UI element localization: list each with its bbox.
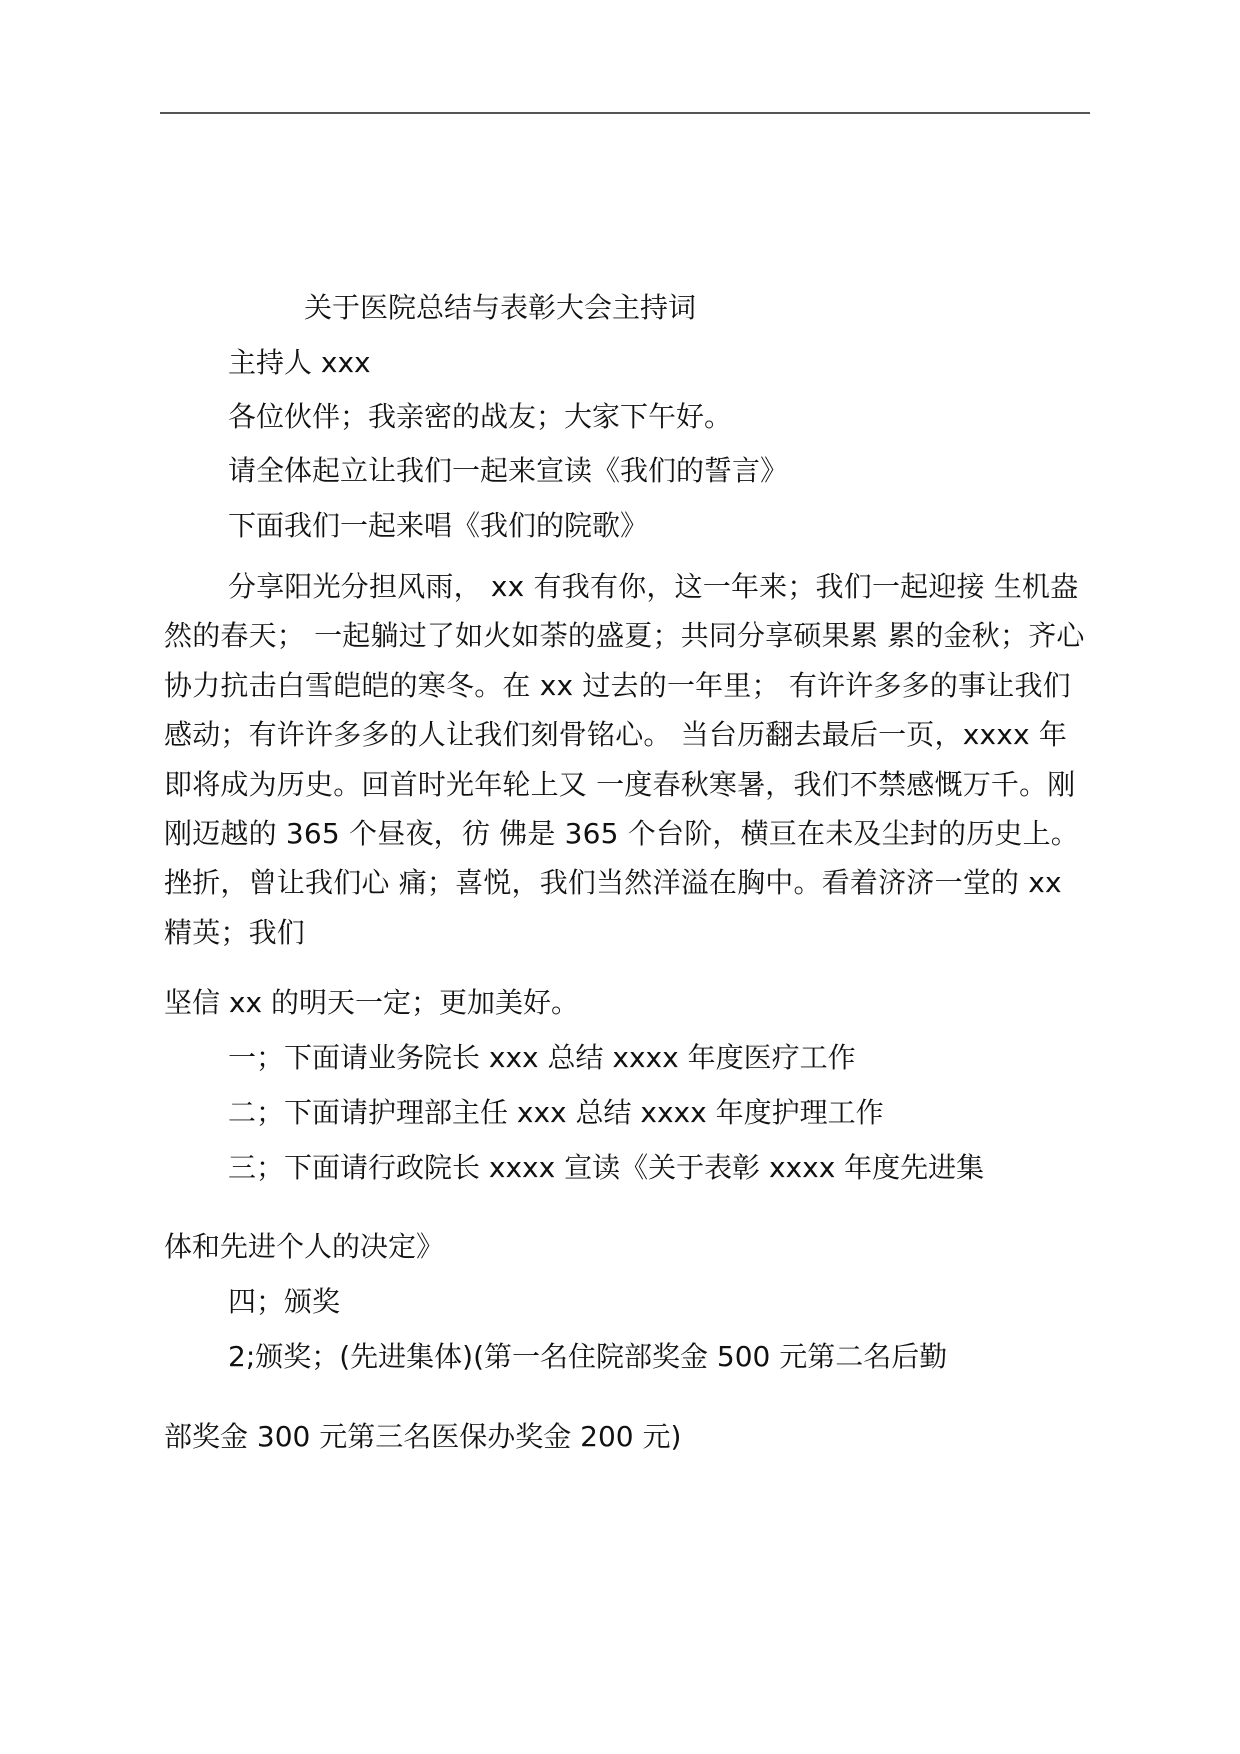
oath-line: 请全体起立让我们一起来宣读《我们的誓言》: [228, 454, 789, 487]
agenda-item-four: 四；颁奖: [228, 1285, 341, 1318]
main-paragraph: 分享阳光分担风雨， xx 有我有你，这一年来；我们一起迎接 生机盎然的春天； 一起躺过了如火如荼的盛夏；共同分享硕果累 累的金秋；齐心协力抗击白雪皑皑的寒冬。在 xx 过去的一年里； 有许许多多的事让我们感动；有许许多多的人让我们刻骨铭心。 当台历翻去最后一页，xxxx 年即将成为历史。回首时光年轮上又 一度春秋寒暑，我们不禁感慨万千。刚刚迈越的 365 个昼夜，彷 佛是 365 个台阶，横亘在未及尘封的历史上。挫折，曾让我们心 痛；喜悦，我们当然洋溢在胸中。看着济济一堂的 xx 精英；我们: [164, 570, 1085, 949]
agenda-item-three-continued: 体和先进个人的决定》: [164, 1230, 445, 1263]
belief-line: 坚信 xx 的明天一定；更加美好。: [164, 986, 579, 1019]
header-rule: [160, 112, 1090, 114]
greeting-line: 各位伙伴；我亲密的战友；大家下午好。: [228, 400, 733, 433]
award-line: 2;颁奖；(先进集体)(第一名住院部奖金 500 元第二名后勤: [228, 1340, 948, 1373]
agenda-item-two: 二；下面请护理部主任 xxx 总结 xxxx 年度护理工作: [228, 1096, 884, 1129]
agenda-item-one: 一；下面请业务院长 xxx 总结 xxxx 年度医疗工作: [228, 1041, 856, 1074]
document-title: 关于医院总结与表彰大会主持词: [304, 291, 697, 324]
host-line: 主持人 xxx: [228, 346, 371, 379]
song-line: 下面我们一起来唱《我们的院歌》: [228, 509, 649, 542]
agenda-item-three: 三；下面请行政院长 xxxx 宣读《关于表彰 xxxx 年度先进集: [228, 1151, 985, 1184]
award-line-continued: 部奖金 300 元第三名医保办奖金 200 元): [164, 1420, 682, 1453]
